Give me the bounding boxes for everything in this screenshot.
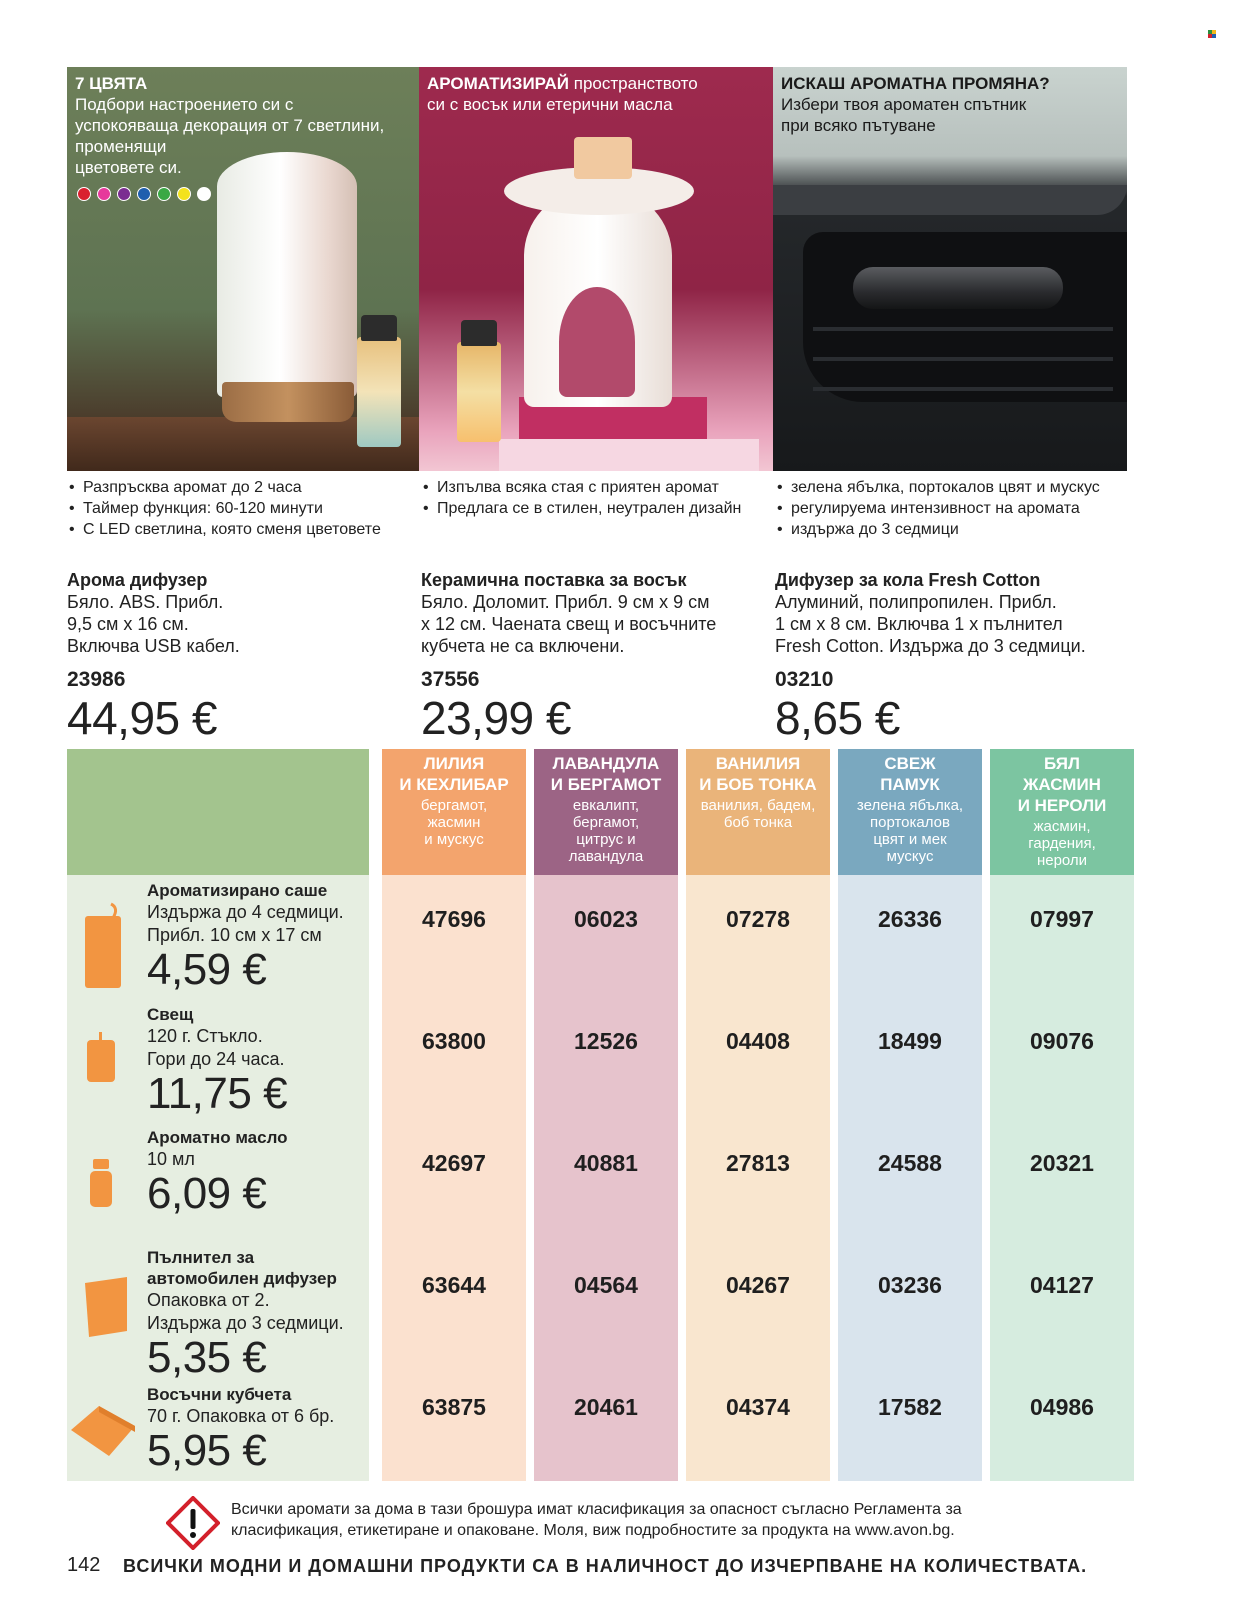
scent-name: И НЕРОЛИ bbox=[1017, 796, 1107, 815]
scent-note-line: цитрус и bbox=[576, 831, 636, 848]
product-code-cell: 20321 bbox=[1030, 1150, 1094, 1176]
availability-note: ВСИЧКИ МОДНИ И ДОМАШНИ ПРОДУКТИ СА В НАЛИЧНОСТ ДО ИЗЧЕРПВАНЕ НА КОЛИЧЕСТВАТА. bbox=[123, 1556, 1088, 1576]
oil-bottle-image bbox=[357, 337, 401, 447]
light-color-dot bbox=[97, 187, 111, 201]
scent-note-line: цвят и мек bbox=[873, 831, 947, 848]
product-code-cell: 47696 bbox=[422, 906, 486, 932]
table-corner bbox=[67, 749, 369, 875]
product-name: Арома дифузер bbox=[67, 570, 208, 590]
row-product-price: 5,95 € bbox=[147, 1426, 267, 1475]
product-code-cell: 06023 bbox=[574, 906, 638, 932]
product-code-cell: 04127 bbox=[1030, 1272, 1094, 1298]
row-product-desc: Гори до 24 часа. bbox=[147, 1049, 285, 1069]
feature-list bbox=[775, 477, 1125, 569]
row-product-oil bbox=[67, 1127, 369, 1242]
scent-notes bbox=[838, 797, 982, 865]
description-line: 1 см х 8 см. Включва 1 х пълнител bbox=[775, 614, 1063, 634]
scent-note-line: бергамот, bbox=[572, 814, 640, 831]
product-code-cell: 26336 bbox=[878, 906, 942, 932]
product-code-cell: 04408 bbox=[726, 1028, 790, 1054]
product-code-cell: 09076 bbox=[1030, 1028, 1094, 1054]
feature-item: • Изпълва всяка стая с приятен аромат bbox=[421, 477, 761, 498]
scent-note-line: зелена ябълка, bbox=[856, 797, 964, 814]
product-code-cell: 42697 bbox=[422, 1150, 486, 1176]
scent-note-line: гардения, bbox=[1028, 835, 1096, 852]
car-diffuser-photo bbox=[773, 67, 1127, 471]
caption-line: си с восък или етерични масла bbox=[427, 95, 673, 114]
product-car-diffuser bbox=[775, 477, 1125, 743]
scent-column-header bbox=[990, 749, 1134, 875]
scent-name: ЖАСМИН bbox=[1023, 775, 1101, 794]
caption-line: Избери твоя ароматен спътник bbox=[781, 95, 1027, 114]
row-product-text bbox=[147, 1384, 334, 1474]
caption-title: 7 ЦВЯТА bbox=[75, 74, 148, 93]
disclaimer-line: Всички аромати за дома в тази брошура имат класификация за опасност съгласно Регламента за bbox=[231, 1501, 962, 1518]
scent-note-line: нероли bbox=[1036, 852, 1088, 869]
scent-note-line: ванилия, бадем, bbox=[700, 797, 816, 814]
feature-item: • С LED светлина, която сменя цветовете bbox=[67, 519, 407, 540]
feature-item: • Разпръсква аромат до 2 часа bbox=[67, 477, 407, 498]
diffuser-shade bbox=[217, 152, 357, 397]
light-color-dot bbox=[117, 187, 131, 201]
sachet-icon bbox=[81, 900, 125, 990]
description-line: кубчета не са включени. bbox=[421, 636, 625, 656]
product-code-cell: 63644 bbox=[422, 1272, 486, 1298]
light-color-dot bbox=[177, 187, 191, 201]
scent-name: И БЕРГАМОТ bbox=[550, 775, 662, 794]
product-code: 23986 bbox=[67, 668, 126, 691]
scent-note-line: лавандула bbox=[568, 848, 644, 865]
panel-caption bbox=[75, 73, 384, 178]
scent-note-line: мускус bbox=[886, 848, 934, 865]
panel-caption bbox=[781, 73, 1050, 136]
light-pink-book bbox=[499, 439, 759, 471]
product-code-cell: 04986 bbox=[1030, 1394, 1094, 1420]
row-product-desc: Опаковка от 2. bbox=[147, 1290, 270, 1310]
row-product-name: Ароматно масло bbox=[147, 1128, 288, 1147]
scent-column-body bbox=[382, 875, 526, 1481]
aroma-diffuser-photo bbox=[67, 67, 419, 471]
scent-note-line: евкалипт, bbox=[572, 797, 640, 814]
product-price: 44,95 € bbox=[67, 692, 217, 744]
scent-notes bbox=[534, 797, 678, 865]
row-product-sachet bbox=[67, 880, 369, 1000]
row-product-price: 4,59 € bbox=[147, 945, 267, 994]
scent-notes bbox=[686, 797, 830, 831]
description-line: Включва USB кабел. bbox=[67, 636, 240, 656]
candle-icon bbox=[81, 1032, 121, 1084]
oil-bottle-icon bbox=[81, 1159, 121, 1209]
product-price: 8,65 € bbox=[775, 692, 900, 744]
row-product-name: Пълнител за bbox=[147, 1248, 255, 1267]
feature-item: • Таймер функция: 60-120 минути bbox=[67, 498, 407, 519]
row-product-candle bbox=[67, 1004, 369, 1124]
disclaimer-line: класификация, етикетиране и опаковане. Моля, виж подробностите за продукта на www.avon.bg. bbox=[231, 1522, 955, 1539]
light-color-swatches bbox=[77, 187, 211, 201]
wax-cube-image bbox=[574, 137, 632, 179]
feature-list bbox=[421, 477, 761, 569]
row-product-desc: 10 мл bbox=[147, 1149, 195, 1169]
scent-name: ЛИЛИЯ bbox=[423, 754, 485, 773]
caption-rest: пространството bbox=[569, 74, 698, 93]
row-product-price: 5,35 € bbox=[147, 1333, 267, 1382]
feature-list bbox=[67, 477, 407, 569]
product-ceramic-burner bbox=[421, 477, 761, 743]
oil-bottle-image bbox=[457, 342, 501, 442]
product-code-cell: 17582 bbox=[878, 1394, 942, 1420]
row-product-refill bbox=[67, 1247, 369, 1382]
product-code-cell: 03236 bbox=[878, 1272, 942, 1298]
caption-title: ИСКАШ АРОМАТНА ПРОМЯНА? bbox=[781, 74, 1050, 93]
row-product-desc: Прибл. 10 см х 17 см bbox=[147, 925, 322, 945]
product-code-cell: 04564 bbox=[574, 1272, 638, 1298]
scent-name: И БОБ ТОНКА bbox=[699, 775, 817, 794]
light-color-dot bbox=[137, 187, 151, 201]
vent-slat bbox=[813, 357, 1113, 361]
corner-mark bbox=[1208, 30, 1216, 38]
scent-note-line: портокалов bbox=[870, 814, 950, 831]
panel-caption bbox=[427, 73, 698, 115]
description-line: х 12 см. Чаената свещ и восъчните bbox=[421, 614, 717, 634]
car-diffuser-image bbox=[853, 267, 1063, 309]
row-product-price: 6,09 € bbox=[147, 1169, 267, 1218]
description-line: Бяло. ABS. Прибл. bbox=[67, 592, 224, 612]
scent-name: БЯЛ bbox=[1044, 754, 1080, 773]
product-code-cell: 40881 bbox=[574, 1150, 638, 1176]
caption-title: АРОМАТИЗИРАЙ bbox=[427, 74, 570, 93]
product-code: 37556 bbox=[421, 668, 480, 691]
product-aroma-diffuser bbox=[67, 477, 407, 743]
row-product-name: Восъчни кубчета bbox=[147, 1385, 292, 1404]
scent-name: СВЕЖ bbox=[884, 754, 936, 773]
product-code-cell: 63800 bbox=[422, 1028, 486, 1054]
row-product-name: автомобилен дифузер bbox=[147, 1269, 337, 1288]
product-code-cell: 04267 bbox=[726, 1272, 790, 1298]
scent-column-header bbox=[534, 749, 678, 875]
caption-line: Подбори настроението си с bbox=[75, 95, 294, 114]
scent-column-body bbox=[838, 875, 982, 1481]
feature-item: • издържа до 3 седмици bbox=[775, 519, 1125, 540]
vent-slat bbox=[813, 387, 1113, 391]
wax-burner-photo bbox=[419, 67, 773, 471]
light-color-dot bbox=[77, 187, 91, 201]
caption-line: променящи bbox=[75, 137, 167, 156]
scent-name: И КЕХЛИБАР bbox=[399, 775, 509, 794]
scent-note-line: и мускус bbox=[424, 831, 484, 848]
product-code-cell: 24588 bbox=[878, 1150, 942, 1176]
row-product-price: 11,75 € bbox=[147, 1069, 288, 1118]
row-product-desc: 70 г. Опаковка от 6 бр. bbox=[147, 1406, 335, 1426]
product-code-cell: 07278 bbox=[726, 906, 790, 932]
row-product-wax-cubes bbox=[67, 1384, 369, 1479]
feature-item: • регулируема интензивност на аромата bbox=[775, 498, 1125, 519]
scent-column-header bbox=[838, 749, 982, 875]
product-price: 23,99 € bbox=[421, 692, 571, 744]
row-product-text bbox=[147, 1247, 344, 1381]
row-product-name: Свещ bbox=[147, 1005, 194, 1024]
row-product-name: Ароматизирано саше bbox=[147, 881, 328, 900]
light-color-dot bbox=[197, 187, 211, 201]
product-code-cell: 20461 bbox=[574, 1394, 638, 1420]
scent-notes bbox=[990, 818, 1134, 869]
product-name: Керамична поставка за восък bbox=[421, 570, 687, 590]
scent-name: ЛАВАНДУЛА bbox=[552, 754, 660, 773]
scent-column-header bbox=[686, 749, 830, 875]
scent-note-line: боб тонка bbox=[723, 814, 793, 831]
diffuser-base bbox=[222, 382, 354, 422]
scent-column-body bbox=[534, 875, 678, 1481]
scent-name: ВАНИЛИЯ bbox=[715, 754, 801, 773]
scent-notes bbox=[382, 797, 526, 848]
description-line: Бяло. Доломит. Прибл. 9 см х 9 см bbox=[421, 592, 710, 612]
scent-note-line: жасмин, bbox=[1033, 818, 1091, 835]
air-vent bbox=[803, 232, 1127, 402]
product-code-cell: 63875 bbox=[422, 1394, 486, 1420]
burner-opening bbox=[559, 287, 635, 397]
row-product-desc: Издържа до 4 седмици. bbox=[147, 902, 344, 922]
product-name: Дифузер за кола Fresh Cotton bbox=[775, 570, 1041, 590]
light-color-dot bbox=[157, 187, 171, 201]
scent-note-line: жасмин bbox=[427, 814, 481, 831]
row-product-desc: Издържа до 3 седмици. bbox=[147, 1313, 344, 1333]
page-number: 142 bbox=[67, 1554, 101, 1576]
scent-column-body bbox=[686, 875, 830, 1481]
caption-line: цветовете си. bbox=[75, 158, 182, 177]
caption-line: при всяко пътуване bbox=[781, 116, 936, 135]
caption-line: успокояваща декорация от 7 светлини, bbox=[75, 116, 385, 135]
scent-column-body bbox=[990, 875, 1134, 1481]
description-line: Fresh Cotton. Издържа до 3 седмици. bbox=[775, 636, 1086, 656]
product-description bbox=[421, 591, 761, 657]
dashboard bbox=[773, 185, 1127, 215]
row-product-text bbox=[147, 880, 344, 993]
scent-name: ПАМУК bbox=[880, 775, 940, 794]
scent-column-header bbox=[382, 749, 526, 875]
row-product-text bbox=[147, 1127, 288, 1217]
product-code-cell: 12526 bbox=[574, 1028, 638, 1054]
product-description bbox=[775, 591, 1125, 657]
product-code-cell: 18499 bbox=[878, 1028, 942, 1054]
product-code-cell: 04374 bbox=[726, 1394, 790, 1420]
hazard-warning-icon bbox=[166, 1496, 220, 1550]
wax-cubes-icon bbox=[69, 1402, 137, 1458]
description-line: 9,5 см х 16 см. bbox=[67, 614, 189, 634]
product-code-cell: 27813 bbox=[726, 1150, 790, 1176]
hazard-disclaimer bbox=[231, 1499, 1111, 1541]
row-product-text bbox=[147, 1004, 287, 1117]
description-line: Алуминий, полипропилен. Прибл. bbox=[775, 592, 1057, 612]
product-description bbox=[67, 591, 407, 657]
vent-slat bbox=[813, 327, 1113, 331]
refill-icon bbox=[81, 1277, 131, 1339]
feature-item: • Предлага се в стилен, неутрален дизайн bbox=[421, 498, 761, 519]
product-code-cell: 07997 bbox=[1030, 906, 1094, 932]
row-product-desc: 120 г. Стъкло. bbox=[147, 1026, 263, 1046]
product-code: 03210 bbox=[775, 668, 834, 691]
feature-item: • зелена ябълка, портокалов цвят и мускус bbox=[775, 477, 1125, 498]
scent-note-line: бергамот, bbox=[420, 797, 488, 814]
